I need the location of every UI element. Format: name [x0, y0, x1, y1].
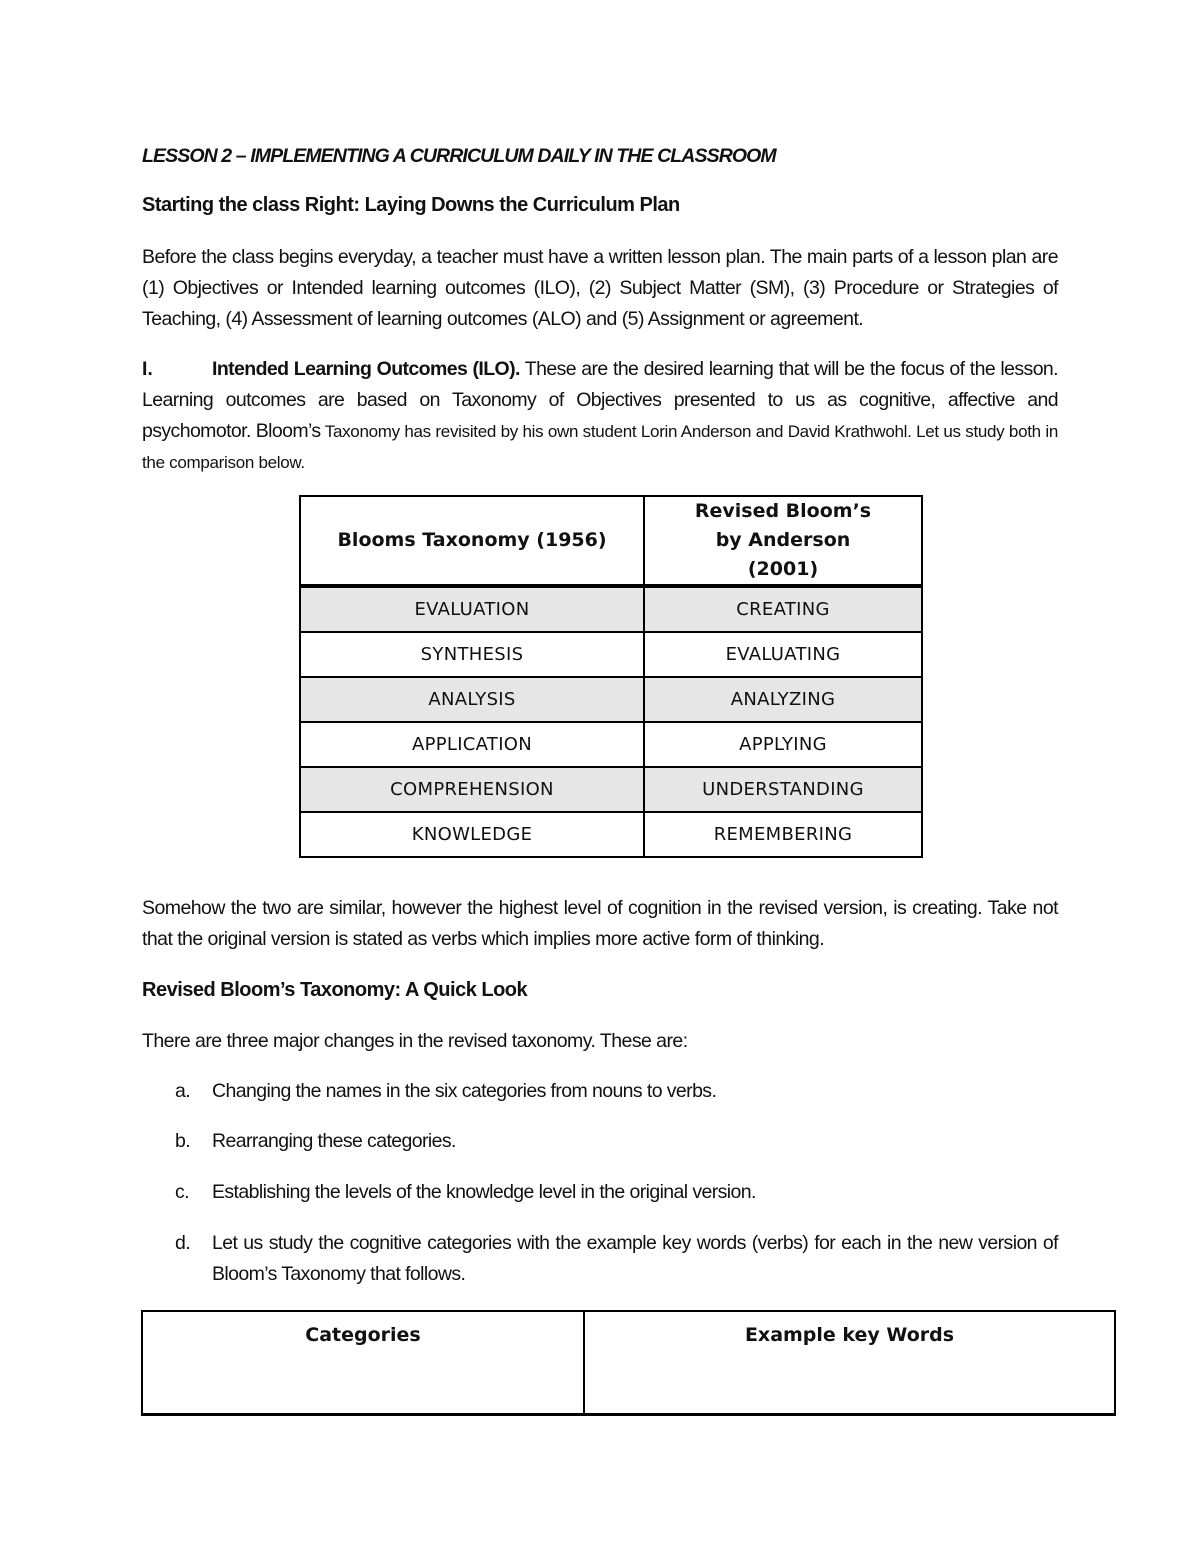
list-marker: b. [175, 1130, 191, 1152]
section-heading-curriculum-plan: Starting the class Right: Laying Downs the Curriculum Plan [142, 194, 680, 216]
list-item [142, 1228, 1058, 1290]
ilo-paragraph [142, 354, 1058, 478]
bloom-comparison-table [299, 495, 923, 858]
table-cell: KNOWLEDGE [300, 812, 644, 857]
table-cell: APPLICATION [300, 722, 644, 767]
table-row [300, 767, 922, 812]
table-row [300, 812, 922, 857]
list-item-text: Let us study the cognitive categories with the example key words (verbs) for each in the new version of Bloom’s Taxonomy that follows. [212, 1232, 1058, 1285]
list-item-text: Rearranging these categories. [212, 1130, 456, 1152]
table-cell: ANALYZING [644, 677, 922, 722]
table-cell: UNDERSTANDING [644, 767, 922, 812]
list-marker: d. [175, 1232, 191, 1254]
ilo-text: These are the desired learning that will be the focus of the lesson. Learning outcomes are based on Taxonomy of Objectives presented to us as cognitive, affective and psychomotor. Bloom’s [142, 358, 1058, 442]
section-heading-quick-look: Revised Bloom’s Taxonomy: A Quick Look [142, 979, 528, 1001]
table-row [300, 722, 922, 767]
ilo-number: I. [142, 358, 153, 380]
lesson-plan-paragraph: Before the class begins everyday, a teacher must have a written lesson plan. The main parts of a lesson plan are (1) Objectives or Intended learning outcomes (ILO), (2) Subject Matter (SM), (3) Procedure or Strategies of Teaching, (4) Assessment of learning outcomes (ALO) and (5) Assignment or agreement. [142, 246, 1058, 330]
table-cell: COMPREHENSION [300, 767, 644, 812]
table-row [300, 677, 922, 722]
table-row [300, 586, 922, 632]
header-revised-2001: Revised Bloom’s by Anderson (2001) [644, 496, 922, 586]
ilo-title: Intended Learning Outcomes (ILO). [212, 358, 520, 380]
changes-intro: There are three major changes in the revised taxonomy. These are: [142, 1030, 688, 1052]
lesson-title: LESSON 2 – IMPLEMENTING A CURRICULUM DAILY IN THE CLASSROOM [142, 145, 776, 167]
comparison-paragraph: Somehow the two are similar, however the highest level of cognition in the revised version, is creating. Take not that the original version is stated as verbs which implies more active form of thinking. [142, 897, 1058, 950]
list-item [142, 1177, 1058, 1208]
header-example-key-words: Example key Words [584, 1311, 1115, 1415]
list-item [142, 1126, 1058, 1157]
table-header-row [142, 1311, 1115, 1415]
table-row [300, 632, 922, 677]
table-cell: ANALYSIS [300, 677, 644, 722]
list-item-text: Changing the names in the six categories from nouns to verbs. [212, 1080, 717, 1102]
table-cell: SYNTHESIS [300, 632, 644, 677]
list-marker: c. [175, 1181, 189, 1203]
table-header-row [300, 496, 922, 586]
categories-table [141, 1310, 1116, 1416]
table-cell: EVALUATION [300, 586, 644, 632]
ilo-text-small: Taxonomy has revisited by his own student Lorin Anderson and David Krathwohl. Let us study both in the comparison below. [142, 422, 1058, 472]
list-marker: a. [175, 1080, 191, 1102]
table-cell: APPLYING [644, 722, 922, 767]
header-categories: Categories [142, 1311, 584, 1415]
header-blooms-1956: Blooms Taxonomy (1956) [300, 496, 644, 586]
table-cell: EVALUATING [644, 632, 922, 677]
table-cell: CREATING [644, 586, 922, 632]
list-item-text: Establishing the levels of the knowledge level in the original version. [212, 1181, 756, 1203]
table-cell: REMEMBERING [644, 812, 922, 857]
list-item [142, 1076, 1058, 1107]
